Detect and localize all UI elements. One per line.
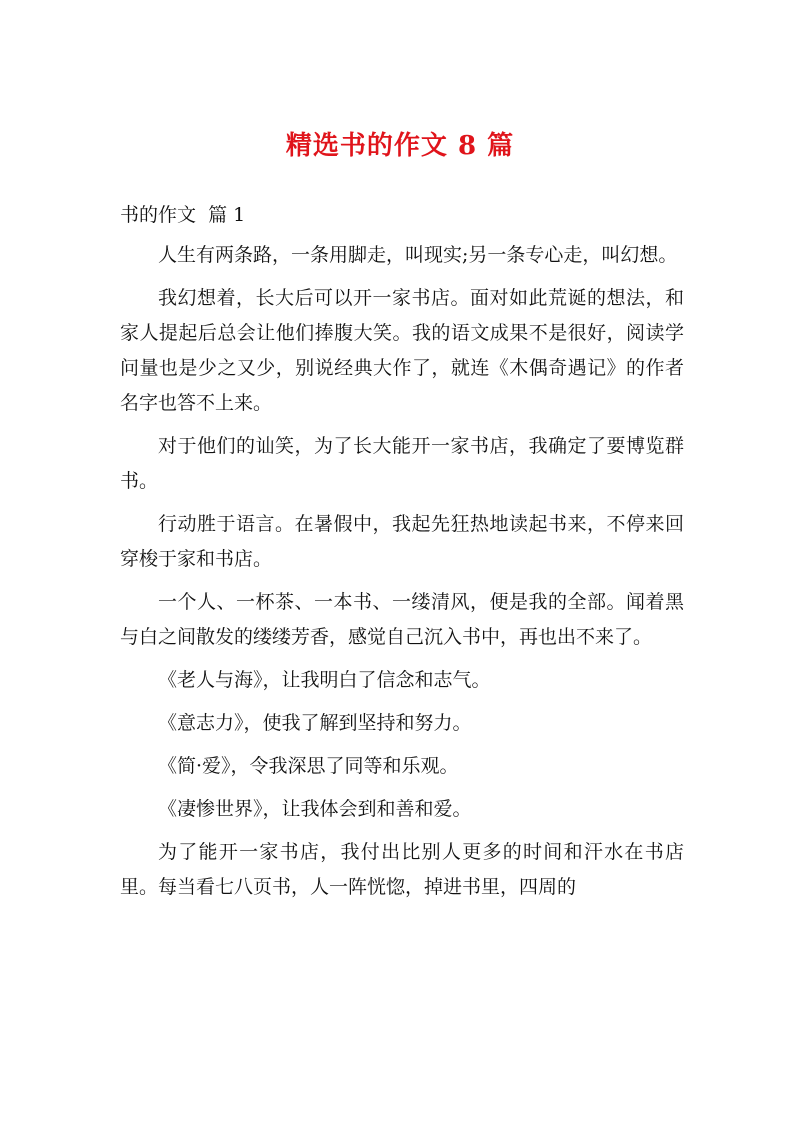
paragraph: 人生有两条路，一条用脚走，叫现实;另一条专心走，叫幻想。 — [158, 244, 678, 266]
section-heading: 书的作文 篇 1 — [120, 204, 246, 226]
paragraph: 《意志力》，使我了解到坚持和努力。 — [158, 712, 472, 734]
document-title: 精选书的作文 8 篇 — [285, 131, 515, 161]
paragraph: 《凄惨世界》，让我体会到和善和爱。 — [158, 798, 472, 820]
paragraph: 行动胜于语言。在暑假中，我起先狂热地读起书来，不停来回穿梭于家和书店。 — [120, 513, 684, 570]
paragraph: 一个人、一杯茶、一本书、一缕清风，便是我的全部。闻着黑与白之间散发的缕缕芳香，感觉自己沉入书中，再也出不来了。 — [120, 591, 684, 648]
paragraph: 对于他们的讪笑，为了长大能开一家书店，我确定了要博览群书。 — [120, 435, 684, 492]
paragraph: 我幻想着，长大后可以开一家书店。面对如此荒诞的想法，和家人提起后总会让他们捧腹大笑。我的语文成果不是很好，阅读学问量也是少之又少，别说经典大作了，就连《木偶奇遇记》的作者名字也答不上来。 — [120, 287, 684, 414]
paragraph: 《老人与海》，让我明白了信念和志气。 — [158, 669, 491, 691]
paragraph: 为了能开一家书店，我付出比别人更多的时间和汗水在书店里。每当看七八页书，人一阵恍惚，掉进书里，四周的 — [120, 841, 684, 898]
article-body — [120, 238, 684, 913]
paragraph: 《简·爱》，令我深思了同等和乐观。 — [158, 755, 459, 777]
